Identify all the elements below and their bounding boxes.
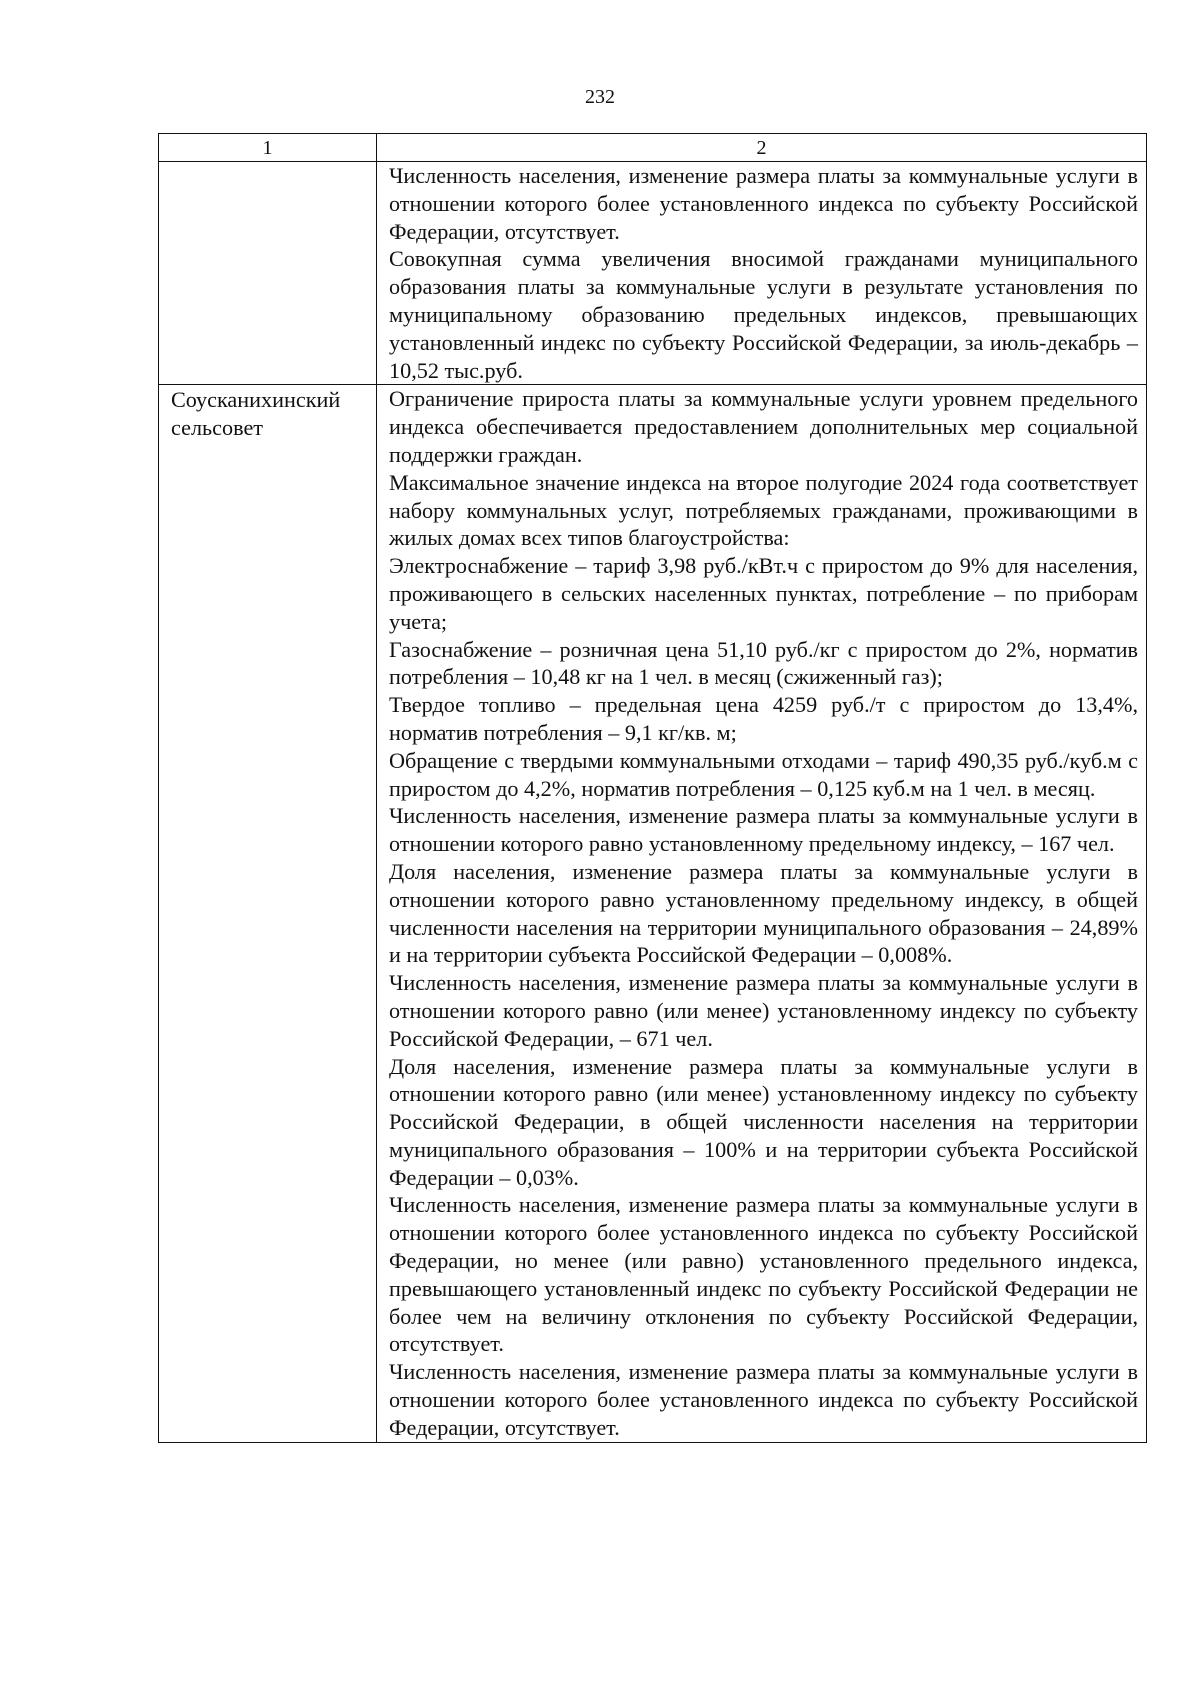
description-cell bbox=[377, 162, 1147, 385]
paragraph: Электроснабжение – тариф 3,98 руб./кВт.ч с приростом до 9% для населения, проживающего в сельских населенных пунктах, потребление – по приборам учета; bbox=[389, 553, 1138, 634]
municipality-name-line: сельсовет bbox=[171, 415, 263, 441]
municipality-cell bbox=[159, 385, 377, 1442]
column-header-2: 2 bbox=[377, 134, 1147, 162]
paragraph: Твердое топливо – предельная цена 4259 руб./т с приростом до 13,4%, норматив потребления – 9,1 кг/кв. м; bbox=[389, 692, 1138, 745]
indices-table bbox=[158, 133, 1147, 1443]
paragraph: Обращение с твердыми коммунальными отходами – тариф 490,35 руб./куб.м с приростом до 4,2%, норматив потребления – 0,125 куб.м на 1 чел. в месяц. bbox=[389, 747, 1138, 801]
paragraph: Численность населения, изменение размера платы за коммунальные услуги в отношении которого более установленного индекса по субъекту Российской Федерации, но менее (или равно) установленного предельного индекса, превышающего установленный индекс по субъекту Российской Федерации не более чем на величину отклонения по субъекту Российской Федерации, отсутствует. bbox=[389, 1192, 1138, 1357]
description-cell bbox=[377, 385, 1147, 1442]
paragraph: Максимальное значение индекса на второе полугодие 2024 года соответствует набору коммунальных услуг, потребляемых гражданами, проживающими в жилых домах всех типов благоустройства: bbox=[389, 469, 1138, 551]
municipality-cell-empty bbox=[159, 162, 377, 385]
municipality-name-line: Соусканихинский bbox=[171, 387, 341, 413]
column-header-1: 1 bbox=[159, 134, 377, 162]
table-row-souskanikhinsky bbox=[159, 385, 1147, 1442]
paragraph: Численность населения, изменение размера платы за коммунальные услуги в отношении которого более установленного индекса по субъекту Российской Федерации, отсутствует. bbox=[389, 163, 1138, 244]
paragraph: Численность населения, изменение размера платы за коммунальные услуги в отношении которого равно установленному предельному индексу, – 167 чел. bbox=[389, 803, 1138, 857]
paragraph: Газоснабжение – розничная цена 51,10 руб./кг с приростом до 2%, норматив потребления – 10,48 кг на 1 чел. в месяц (сжиженный газ); bbox=[389, 636, 1138, 690]
paragraph: Доля населения, изменение размера платы за коммунальные услуги в отношении которого равно (или менее) установленному индексу по субъекту Российской Федерации, в общей численности населения на территории муниципального образования – 100% и на территории субъекта Российской Федерации – 0,03%. bbox=[389, 1053, 1138, 1190]
page-number: 232 bbox=[585, 86, 615, 108]
table-row-continued bbox=[159, 162, 1147, 385]
paragraph: Доля населения, изменение размера платы за коммунальные услуги в отношении которого равно установленному предельному индексу, в общей численности населения на территории муниципального образования – 24,89% и на территории субъекта Российской Федерации – 0,008%. bbox=[389, 858, 1138, 968]
paragraph: Численность населения, изменение размера платы за коммунальные услуги в отношении которого равно (или менее) установленному индексу по субъекту Российской Федерации, – 671 чел. bbox=[389, 970, 1138, 1051]
paragraph: Совокупная сумма увеличения вносимой гражданами муниципального образования платы за коммунальные услуги в результате установления по муниципальному образованию предельных индексов, превышающих установленный индекс по субъекту Российской Федерации, за июль-декабрь – 10,52 тыс.руб. bbox=[389, 246, 1138, 383]
paragraph: Ограничение прироста платы за коммунальные услуги уровнем предельного индекса обеспечивается предоставлением дополнительных мер социальной поддержки граждан. bbox=[389, 386, 1138, 467]
paragraph: Численность населения, изменение размера платы за коммунальные услуги в отношении которого более установленного индекса по субъекту Российской Федерации, отсутствует. bbox=[389, 1359, 1138, 1440]
table-header-row bbox=[159, 134, 1147, 162]
